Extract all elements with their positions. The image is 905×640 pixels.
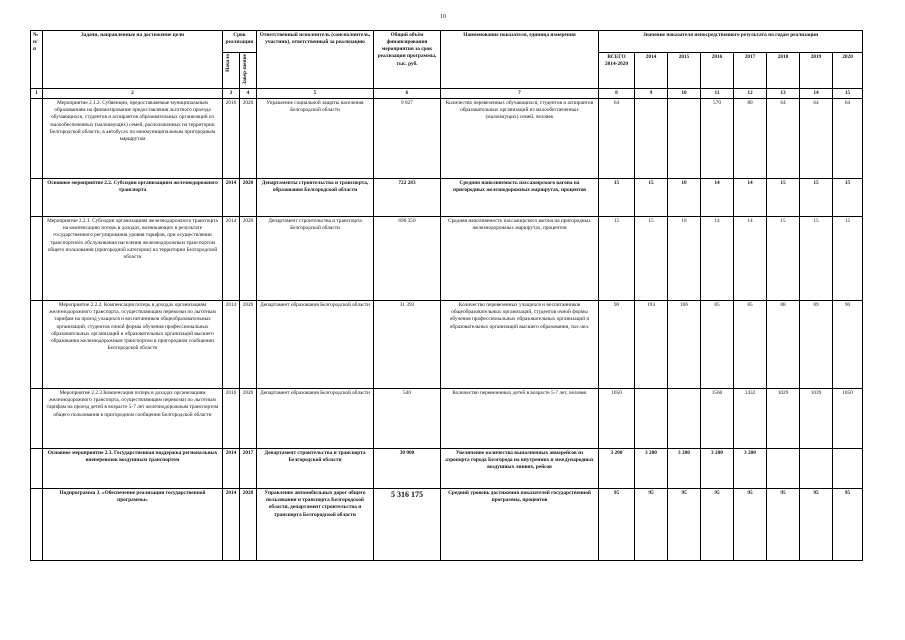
row-value: 88 [767, 301, 800, 389]
row-value [635, 99, 668, 179]
header-year: 2016 [701, 53, 734, 89]
col-number: 11 [701, 89, 734, 99]
col-number: 5 [257, 89, 374, 99]
row-value: 18 [668, 179, 701, 217]
row-num [31, 449, 43, 489]
col-number: 12 [734, 89, 767, 99]
col-number: 14 [800, 89, 833, 99]
row-value: 3 200 [701, 449, 734, 489]
row-value: 15 [833, 217, 863, 301]
row-executor: Департамент строительства и транспорта Белгородской области [257, 217, 374, 301]
row-value: 3 200 [668, 449, 701, 489]
row-end: 2020 [240, 179, 257, 217]
row-total: 3 200 [599, 449, 635, 489]
header-year: 2020 [833, 53, 863, 89]
row-start: 2014 [223, 489, 240, 561]
row-total: 1050 [599, 389, 635, 449]
header-executor: Ответственный исполнитель (соисполнитель, участник), ответственный за реализацию [257, 31, 374, 89]
row-value [767, 449, 800, 489]
row-end: 2020 [240, 489, 257, 561]
row-value: 95 [767, 489, 800, 561]
col-number: 3 [223, 89, 240, 99]
header-tasks: Задачи, направленные на достижение цели [43, 31, 223, 89]
row-value: 570 [701, 99, 734, 179]
row-executor: Управление автомобильных дорог общего пользования и транспорта Белгородской области, департамент строительства и транспорта Белгородской области [257, 489, 374, 561]
row-executor: Управление социальной защиты населения Белгородской области [257, 99, 374, 179]
table-row [31, 389, 863, 449]
row-total: 95 [599, 489, 635, 561]
row-indicator: Средняя наполняемость пассажирского вагона на пригородных железнодорожных маршрутах, процентов [441, 217, 599, 301]
header-values-title: Значение показателя непосредственного результата по годам реализации [599, 31, 863, 53]
row-task: Мероприятие 2.1.2. Субвенции, предоставляемые муниципальным образованиям на финансирование предоставления льготного проезда обучающихся, студентов и аспирантов образовательных организаций из малообеспеченных (малоимущих) семей, расположенных на территории Белгородской области, в автобусах по межмуниципальным пригородным маршрутам [43, 99, 223, 179]
header-indicator: Наименование показателя, единица измерения [441, 31, 599, 89]
row-value: 193 [635, 301, 668, 389]
col-number: 10 [668, 89, 701, 99]
header-start [223, 53, 240, 89]
header-end [240, 53, 257, 89]
row-value: 89 [800, 301, 833, 389]
row-value: 95 [668, 489, 701, 561]
row-funding: 690 350 [374, 217, 441, 301]
header-period: Срок реализации [223, 31, 257, 53]
row-task: Мероприятие 2.2.2. Компенсация потерь в доходах организациям железнодорожного транспорта, осуществляющим перевозки по льготным тарифам на проезд учащихся и воспитанников общеобразовательных организаций, студентов очной формы обучения профессиональных образовательных организаций и образовательных организаций высшего образования железнодорожным транспортом в пригородном сообщении Белгородской области [43, 301, 223, 389]
col-number: 13 [767, 89, 800, 99]
row-value: 1039 [800, 389, 833, 449]
row-end: 2020 [240, 99, 257, 179]
row-executor: Департамент строительства и транспорта Белгородской области [257, 449, 374, 489]
row-start: 2016 [223, 99, 240, 179]
row-start: 2014 [223, 217, 240, 301]
col-number: 6 [374, 89, 441, 99]
row-value: 14 [701, 217, 734, 301]
row-value: 95 [635, 489, 668, 561]
row-start: 2016 [223, 389, 240, 449]
row-value: 64 [800, 99, 833, 179]
header-total: ВСЕГО 2014-2020 [599, 53, 635, 89]
row-value: 1560 [701, 389, 734, 449]
row-num [31, 99, 43, 179]
header-year: 2018 [767, 53, 800, 89]
header-num: № п/п [31, 31, 43, 89]
row-value: 1050 [833, 389, 863, 449]
row-value: 85 [734, 301, 767, 389]
row-funding: 9 827 [374, 99, 441, 179]
row-value [800, 449, 833, 489]
page-number: 10 [440, 14, 446, 20]
row-task: Подпрограмма 3. «Обеспечение реализации государственной программы» [43, 489, 223, 561]
row-value [833, 449, 863, 489]
row-end: 2020 [240, 217, 257, 301]
row-funding: 5 316 175 [374, 489, 441, 561]
row-num [31, 389, 43, 449]
row-task: Мероприятие 2.2.3.Компенсация потерь в доходах организациям железнодорожного транспорта, осуществляющим перевозки по льготным тарифам на проезд детей в возрасте 5-7 лет железнодорожным транспортом общего пользования в пригородном сообщении Белгородской области [43, 389, 223, 449]
row-end: 2020 [240, 301, 257, 389]
row-value: 15 [767, 179, 800, 217]
row-value: 95 [701, 489, 734, 561]
row-indicator: Средний уровень достижения показателей государственной программы, процентов [441, 489, 599, 561]
row-total: 15 [599, 179, 635, 217]
row-value: 85 [701, 301, 734, 389]
row-task: Мероприятие 2.2.1. Субсидии организациям железнодорожного транспорта на компенсацию потерь в доходах, возникающих в результате государственного регулирования уровня тарифов, при осуществлении транспортного обслуживания населения железнодорожным транспортом общего пользования (пригородной категории) на территории Белгородской области [43, 217, 223, 301]
table-row [31, 217, 863, 301]
row-indicator: Количество перевезенных учащихся и воспитанников общеобразовательных организаций, студентов очной формы обучения профессиональных образовательных организаций и образовательных организаций высшего образования, тыс.чел. [441, 301, 599, 389]
row-value: 15 [635, 179, 668, 217]
table-row [31, 489, 863, 561]
row-value: 106 [668, 301, 701, 389]
row-funding: 31 393 [374, 301, 441, 389]
row-executor: Департаменты строительства и транспорта, образования Белгородской области [257, 179, 374, 217]
row-value: 95 [800, 489, 833, 561]
row-value: 64 [767, 99, 800, 179]
row-value [668, 99, 701, 179]
row-value: 15 [800, 179, 833, 217]
row-value: 3 200 [734, 449, 767, 489]
row-value: 80 [734, 99, 767, 179]
col-number: 2 [43, 89, 223, 99]
row-start: 2014 [223, 301, 240, 389]
row-num [31, 301, 43, 389]
row-total: 64 [599, 99, 635, 179]
row-value: 18 [668, 217, 701, 301]
header-year: 2015 [668, 53, 701, 89]
table-row [31, 179, 863, 217]
row-end: 2020 [240, 389, 257, 449]
header-start-label: Начало [225, 54, 231, 72]
row-funding: 722 283 [374, 179, 441, 217]
col-number: 4 [240, 89, 257, 99]
row-indicator: Увеличение количества выполненных авиарейсов из аэропорта города Белгорода на внутренних и международных воздушных линиях, рейсов [441, 449, 599, 489]
row-indicator: Количество перевезенных детей в возрасте 5-7 лет, человек [441, 389, 599, 449]
header-year: 2019 [800, 53, 833, 89]
row-end: 2017 [240, 449, 257, 489]
row-executor: Департамент образования Белгородской области [257, 389, 374, 449]
row-value: 15 [767, 217, 800, 301]
header-year: 2017 [734, 53, 767, 89]
row-funding: 540 [374, 389, 441, 449]
row-value: 64 [833, 99, 863, 179]
row-value: 1029 [767, 389, 800, 449]
row-value: 95 [833, 489, 863, 561]
row-indicator: Средняя наполняемость пассажирского вагона на пригородных железнодорожных маршрутах, процентов [441, 179, 599, 217]
row-value: 15 [833, 179, 863, 217]
header-year: 2014 [635, 53, 668, 89]
row-start: 2014 [223, 449, 240, 489]
table-row [31, 99, 863, 179]
row-value: 14 [701, 179, 734, 217]
row-task: Основное мероприятие 2.3. Государственная поддержка региональных внеперевозок воздушным транспортом [43, 449, 223, 489]
row-value: 3 200 [635, 449, 668, 489]
row-value [668, 389, 701, 449]
row-value: 14 [734, 179, 767, 217]
row-executor: Департамент образования Белгородской области [257, 301, 374, 389]
results-table [30, 30, 863, 561]
row-start: 2014 [223, 179, 240, 217]
row-value [635, 389, 668, 449]
row-value: 95 [734, 489, 767, 561]
row-task: Основное мероприятие 2.2. Субсидии организациям железнодорожного транспорта [43, 179, 223, 217]
col-number: 1 [31, 89, 43, 99]
row-value: 14 [734, 217, 767, 301]
col-number: 8 [599, 89, 635, 99]
row-num [31, 489, 43, 561]
col-number: 7 [441, 89, 599, 99]
row-total: 15 [599, 217, 635, 301]
row-indicator: Количество перевезенных обучающихся, студентов и аспирантов образовательных организаций из малообеспеченных (малоимущих) семей, человек [441, 99, 599, 179]
table-row [31, 449, 863, 489]
row-value: 90 [833, 301, 863, 389]
header-end-label: Завер-шение [242, 54, 248, 85]
col-number: 15 [833, 89, 863, 99]
row-value: 1432 [734, 389, 767, 449]
col-number: 9 [635, 89, 668, 99]
table-row [31, 301, 863, 389]
row-num [31, 217, 43, 301]
row-num [31, 179, 43, 217]
header-funding: Общий объём финансирования мероприятия за срок реализации программы, тыс. руб. [374, 31, 441, 89]
row-total: 90 [599, 301, 635, 389]
row-funding: 30 000 [374, 449, 441, 489]
row-value: 15 [800, 217, 833, 301]
row-value: 15 [635, 217, 668, 301]
